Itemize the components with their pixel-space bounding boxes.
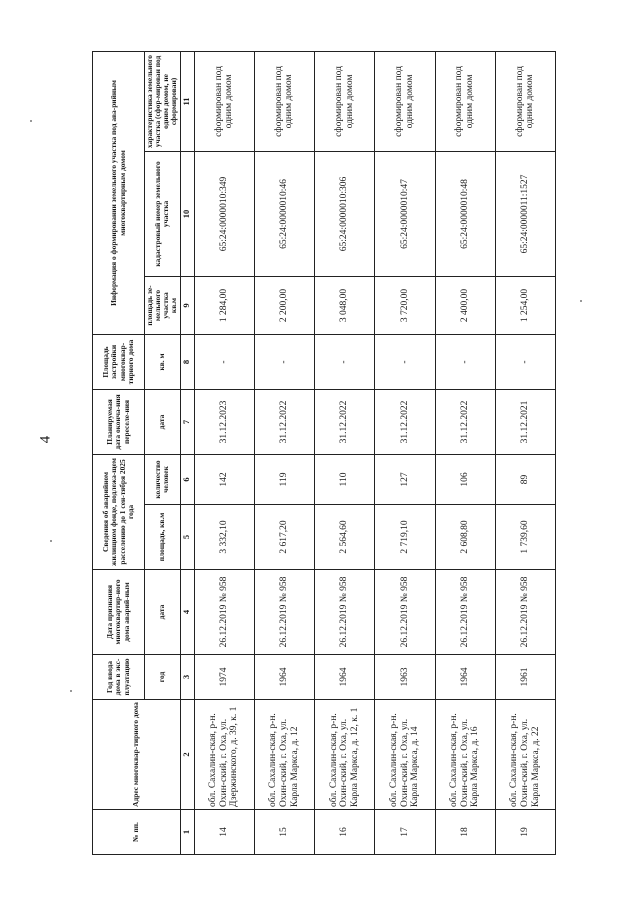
header-characteristic: характеристика земельного участка (сфор-мирован под одним домом, не сформирован): [145, 51, 181, 151]
cell-address: обл. Сахалин-ская, р-н. Охин-ский, г. Оха, ул. Карла Маркса, д. 12: [254, 700, 314, 810]
header-built-group: Площадь застройки многоквар-тирного дома: [93, 334, 145, 389]
cell-people: 142: [194, 454, 254, 504]
scan-speck: [50, 540, 52, 542]
header-cadastral: кадастровый номер земельного участка: [145, 151, 181, 276]
cell-num: 14: [194, 810, 254, 855]
emergency-housing-table: [92, 51, 556, 855]
cell-people: 89: [495, 454, 555, 504]
col-number: 9: [180, 276, 194, 334]
table-row: [375, 51, 435, 854]
cell-characteristic: сформирован под одним домом: [495, 51, 555, 151]
cell-plan: 31.12.2023: [194, 389, 254, 454]
cell-plan: 31.12.2022: [375, 389, 435, 454]
table-row: [194, 51, 254, 854]
cell-area: 2 564,60: [315, 505, 375, 570]
col-number: 10: [180, 151, 194, 276]
header-area-sub: площадь, кв.м: [145, 505, 181, 570]
cell-date: 26.12.2019 № 958: [435, 570, 495, 655]
cell-num: 19: [495, 810, 555, 855]
cell-cadastral: 65:24:0000010:349: [194, 151, 254, 276]
cell-num: 16: [315, 810, 375, 855]
cell-area: 2 617,20: [254, 505, 314, 570]
cell-area: 2 608,80: [435, 505, 495, 570]
table-row: [315, 51, 375, 854]
cell-people: 127: [375, 454, 435, 504]
cell-land-area: 3 720,00: [375, 276, 435, 334]
cell-year: 1964: [315, 655, 375, 700]
header-land-area-unit: кв.м: [169, 297, 179, 314]
col-number: 5: [180, 505, 194, 570]
col-number: 8: [180, 334, 194, 389]
cell-cadastral: 65:24:0000010:47: [375, 151, 435, 276]
cell-cadastral: 65:24:0000010:48: [435, 151, 495, 276]
scan-speck: [30, 120, 32, 122]
cell-address: обл. Сахалин-ская, р-н. Охин-ский, г. Оха, ул. Карла Маркса, д. 14: [375, 700, 435, 810]
cell-built: -: [194, 334, 254, 389]
col-number: 11: [180, 51, 194, 151]
col-number: 1: [180, 810, 194, 855]
cell-num: 18: [435, 810, 495, 855]
cell-cadastral: 65:24:0000010:306: [315, 151, 375, 276]
header-land-area: площадь зе-мельного участка кв.м: [145, 276, 181, 334]
cell-plan: 31.12.2022: [315, 389, 375, 454]
cell-built: -: [315, 334, 375, 389]
table-rotator: [92, 52, 556, 855]
cell-year: 1964: [254, 655, 314, 700]
cell-plan: 31.12.2022: [435, 389, 495, 454]
cell-characteristic: сформирован под одним домом: [315, 51, 375, 151]
cell-characteristic: сформирован под одним домом: [435, 51, 495, 151]
scan-speck: [70, 690, 72, 692]
cell-date: 26.12.2019 № 958: [495, 570, 555, 655]
page-number: 4: [37, 435, 54, 444]
cell-area: 1 739,60: [495, 505, 555, 570]
rotated-table-frame: [92, 52, 556, 855]
header-plan-sub: дата: [145, 389, 181, 454]
cell-date: 26.12.2019 № 958: [315, 570, 375, 655]
cell-address: обл. Сахалин-ская, р-н. Охин-ский, г. Оха, ул. Карла Маркса, д. 12, к. 1: [315, 700, 375, 810]
header-built-sub: кв. м: [145, 334, 181, 389]
cell-characteristic: сформирован под одним домом: [254, 51, 314, 151]
cell-date: 26.12.2019 № 958: [254, 570, 314, 655]
cell-characteristic: сформирован под одним домом: [194, 51, 254, 151]
cell-built: -: [495, 334, 555, 389]
cell-land-area: 3 048,00: [315, 276, 375, 334]
cell-area: 2 719,10: [375, 505, 435, 570]
cell-year: 1963: [375, 655, 435, 700]
cell-built: -: [435, 334, 495, 389]
header-date-group: Дата признания многоквартир-ного дома аварий-ным: [93, 570, 145, 655]
header-people-sub: количество человек: [145, 454, 181, 504]
cell-built: -: [375, 334, 435, 389]
col-number: 2: [180, 700, 194, 810]
cell-people: 106: [435, 454, 495, 504]
col-number: 3: [180, 655, 194, 700]
cell-year: 1974: [194, 655, 254, 700]
cell-land-area: 1 284,00: [194, 276, 254, 334]
col-number: 4: [180, 570, 194, 655]
header-year-sub: год: [145, 655, 181, 700]
table-body: [194, 51, 555, 854]
table-row: [435, 51, 495, 854]
cell-year: 1961: [495, 655, 555, 700]
scan-speck: [580, 300, 582, 302]
table-header: [93, 51, 195, 854]
cell-address: обл. Сахалин-ская, р-н. Охин-ский, г. Оха, ул. Карла Маркса, д. 22: [495, 700, 555, 810]
cell-land-area: 2 400,00: [435, 276, 495, 334]
cell-characteristic: сформирован под одним домом: [375, 51, 435, 151]
cell-built: -: [254, 334, 314, 389]
cell-people: 110: [315, 454, 375, 504]
header-date-sub: дата: [145, 570, 181, 655]
cell-date: 26.12.2019 № 958: [194, 570, 254, 655]
col-number: 7: [180, 389, 194, 454]
cell-year: 1964: [435, 655, 495, 700]
cell-num: 15: [254, 810, 314, 855]
header-land-group: Информация о формировании земельного участка под ава-рийным многоквартирным домом: [93, 51, 145, 334]
cell-cadastral: 65:24:0000011:1527: [495, 151, 555, 276]
header-fund-group: Сведения об аварийном жилищном фонде, подлежа-щем расселению до 1 сен-тября 2025 года: [93, 454, 145, 569]
cell-plan: 31.12.2022: [254, 389, 314, 454]
cell-plan: 31.12.2021: [495, 389, 555, 454]
header-plan-group: Планируемая дата оконча-ния переселе-ния: [93, 389, 145, 454]
header-address: Адрес многоквар-тирного дома: [93, 700, 181, 810]
header-year-group: Год ввода дома в экс-плуатацию: [93, 655, 145, 700]
cell-people: 119: [254, 454, 314, 504]
cell-address: обл. Сахалин-ская, р-н. Охин-ский, г. Оха, ул. Карла Маркса, д. 16: [435, 700, 495, 810]
cell-land-area: 2 200,00: [254, 276, 314, 334]
cell-area: 3 332,10: [194, 505, 254, 570]
cell-address: обл. Сахалин-ская, р-н. Охин-ский, г. Оха, ул. Дзержинского, д. 39, к. 1: [194, 700, 254, 810]
header-num: № пп.: [93, 810, 181, 855]
column-number-row: [180, 51, 194, 854]
cell-num: 17: [375, 810, 435, 855]
table-row: [495, 51, 555, 854]
table-row: [254, 51, 314, 854]
cell-date: 26.12.2019 № 958: [375, 570, 435, 655]
col-number: 6: [180, 454, 194, 504]
cell-cadastral: 65:24:0000010:46: [254, 151, 314, 276]
cell-land-area: 1 254,00: [495, 276, 555, 334]
